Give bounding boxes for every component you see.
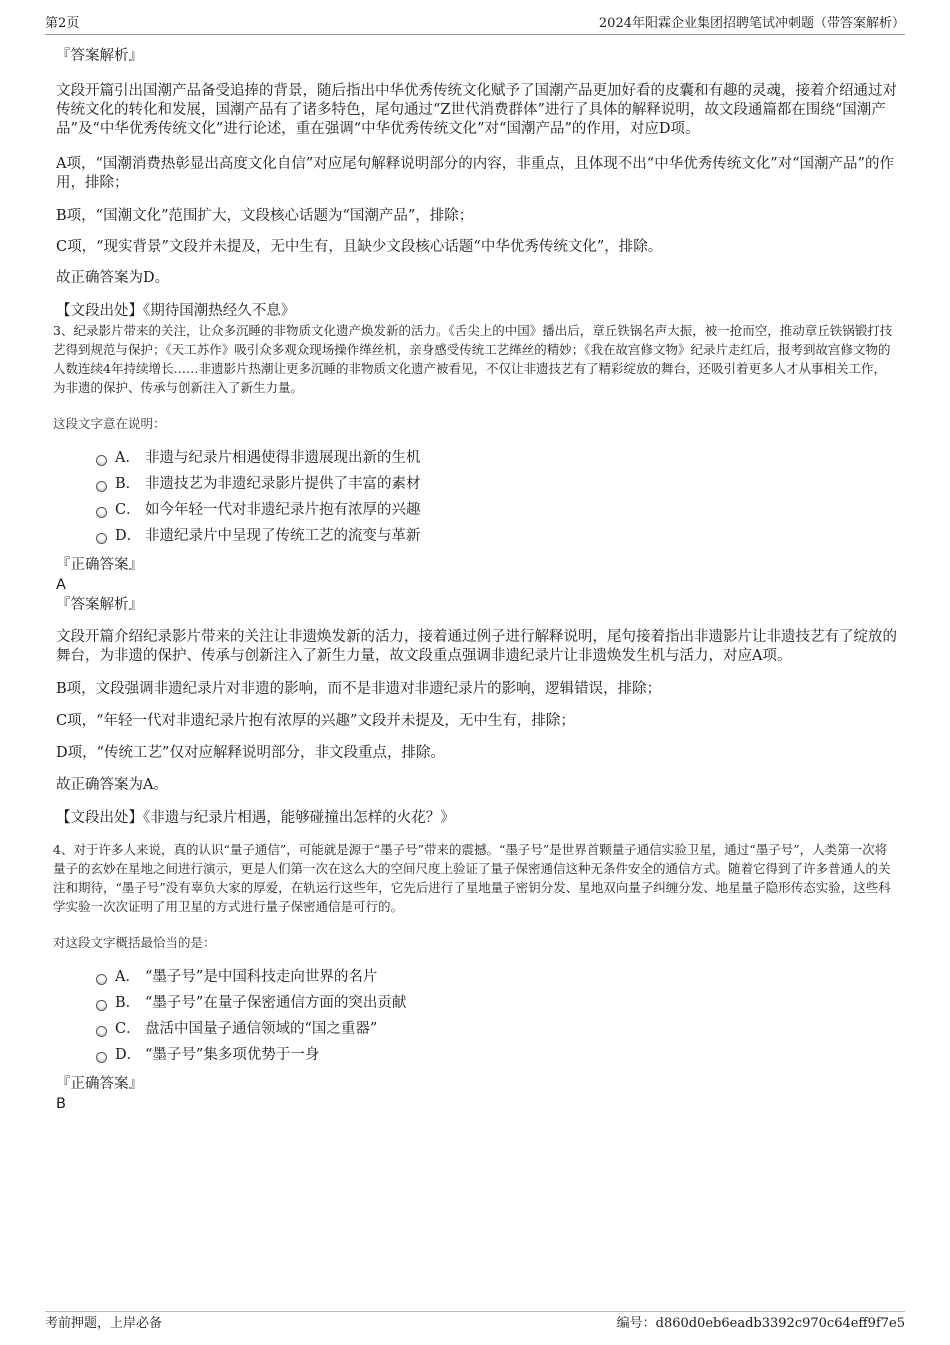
radio-button[interactable] xyxy=(96,507,107,518)
option-b[interactable]: B． “墨子号”在量子保密通信方面的突出贡献 xyxy=(56,992,898,1018)
option-a[interactable]: A． “墨子号”是中国科技走向世界的名片 xyxy=(56,966,898,992)
page-number: 第2页 xyxy=(45,16,80,31)
option-a[interactable]: A． 非遗与纪录片相遇使得非遗展现出新的生机 xyxy=(56,447,898,473)
radio-button[interactable] xyxy=(96,1000,107,1011)
question-4-options xyxy=(56,966,898,1070)
correct-answer: A xyxy=(56,577,66,593)
radio-button[interactable] xyxy=(96,455,107,466)
page-header xyxy=(45,14,905,35)
analysis-paragraph: 文段开篇引出国潮产品备受追捧的背景，随后指出中华优秀传统文化赋予了国潮产品更加好看的皮囊和有趣的灵魂，接着介绍通过对传统文化的转化和发展，国潮产品有了诸多特色，尾句通过“Z世代消费群体”进行了具体的解释说明，故文段通篇都在围绕“国潮产品”及“中华优秀传统文化”进行论述，重在强调“中华优秀传统文化”对“国潮产品”的作用，对应D项。 xyxy=(56,83,897,137)
analysis-conclusion: 故正确答案为D。 xyxy=(56,270,170,286)
analysis-option-b: B项，文段强调非遗纪录片对非遗的影响，而不是非遗对非遗纪录片的影响，逻辑错误，排除； xyxy=(56,681,662,697)
radio-button[interactable] xyxy=(96,481,107,492)
radio-button[interactable] xyxy=(96,974,107,985)
correct-answer-label: 『正确答案』 xyxy=(56,1076,143,1092)
question-4-text: 4、对于许多人来说，真的认识“量子通信”，可能就是源于“墨子号”带来的震撼。“墨子号”是世界首颗量子通信实验卫星，通过“墨子号”，人类第一次将量子的玄妙在星地之间进行演示，更是人们第一次在这么大的空间尺度上验证了量子保密通信这种无条件安全的通信方式。随着它得到了许多普通人的关注和期待，“墨子号”没有辜负大家的厚爱，在轨运行这些年，它先后进行了星地量子密钥分发、星地双向量子纠缠分发、地星量子隐形传态实验，这些科学实验一次次证明了用卫星的方式进行量子保密通信是可行的。 xyxy=(53,842,891,914)
page-content xyxy=(53,40,898,1114)
option-b[interactable]: B． 非遗技艺为非遗纪录影片提供了丰富的素材 xyxy=(56,473,898,499)
correct-answer-label: 『正确答案』 xyxy=(56,557,143,573)
footer-slogan: 考前押题，上岸必备 xyxy=(45,1316,163,1331)
radio-button[interactable] xyxy=(96,1026,107,1037)
analysis-option-b: B项，“国潮文化”范围扩大，文段核心话题为“国潮产品”，排除； xyxy=(56,208,474,224)
document-id: 编号：d860d0eb6eadb3392c970c64eff9f7e5 xyxy=(616,1316,905,1331)
question-3-prompt: 这段文字意在说明： xyxy=(53,416,166,431)
analysis-option-c: C项，“现实背景”文段并未提及，无中生有，且缺少文段核心话题“中华优秀传统文化”，排除。 xyxy=(56,239,663,255)
page-footer xyxy=(45,1311,905,1331)
analysis-option-c: C项，“年轻一代对非遗纪录片抱有浓厚的兴趣”文段并未提及，无中生有，排除； xyxy=(56,713,575,729)
radio-button[interactable] xyxy=(96,533,107,544)
analysis-conclusion: 故正确答案为A。 xyxy=(56,777,168,793)
option-c[interactable]: C． 如今年轻一代对非遗纪录片抱有浓厚的兴趣 xyxy=(56,499,898,525)
option-c[interactable]: C． 盘活中国量子通信领域的“国之重器” xyxy=(56,1018,898,1044)
analysis-option-d: D项，“传统工艺”仅对应解释说明部分，非文段重点，排除。 xyxy=(56,745,445,761)
analysis-paragraph: 文段开篇介绍纪录影片带来的关注让非遗焕发新的活力，接着通过例子进行解释说明，尾句接着指出非遗影片让非遗技艺有了绽放的舞台，为非遗的保护、传承与创新注入了新生力量，故文段重点强调非遗纪录片让非遗焕发生机与活力，对应A项。 xyxy=(56,629,897,664)
text-source: 【文段出处】《期待国潮热经久不息》 xyxy=(56,303,296,319)
analysis-label: 『答案解析』 xyxy=(56,597,143,613)
question-3-options xyxy=(56,447,898,551)
text-source: 【文段出处】《非遗与纪录片相遇，能够碰撞出怎样的火花？》 xyxy=(56,810,455,826)
correct-answer: B xyxy=(56,1096,66,1112)
option-d[interactable]: D． 非遗纪录片中呈现了传统工艺的流变与革新 xyxy=(56,525,898,551)
radio-button[interactable] xyxy=(96,1052,107,1063)
question-4-prompt: 对这段文字概括最恰当的是： xyxy=(53,935,216,950)
document-title: 2024年阳霖企业集团招聘笔试冲刺题（带答案解析） xyxy=(598,16,905,31)
analysis-option-a: A项，“国潮消费热彰显出高度文化自信”对应尾句解释说明部分的内容，非重点，且体现不出“中华优秀传统文化”对“国潮产品”的作用，排除； xyxy=(56,156,894,191)
analysis-label: 『答案解析』 xyxy=(56,48,143,64)
option-d[interactable]: D． “墨子号”集多项优势于一身 xyxy=(56,1044,898,1070)
question-3-text: 3、纪录影片带来的关注，让众多沉睡的非物质文化遗产焕发新的活力。《舌尖上的中国》播出后，章丘铁锅名声大振，被一抢而空，推动章丘铁锅锻打技艺得到规范与保护；《天工苏作》吸引众多观众现场操作缂丝机，亲身感受传统工艺缂丝的精妙；《我在故宫修文物》纪录片走红后，报考到故宫修文物的人数连续4年持续增长……非遗影片热潮让更多沉睡的非物质文化遗产被看见，不仅让非遗技艺有了精彩绽放的舞台，还吸引着更多人才从事相关工作，为非遗的保护、传承与创新注入了新生力量。 xyxy=(53,323,893,395)
